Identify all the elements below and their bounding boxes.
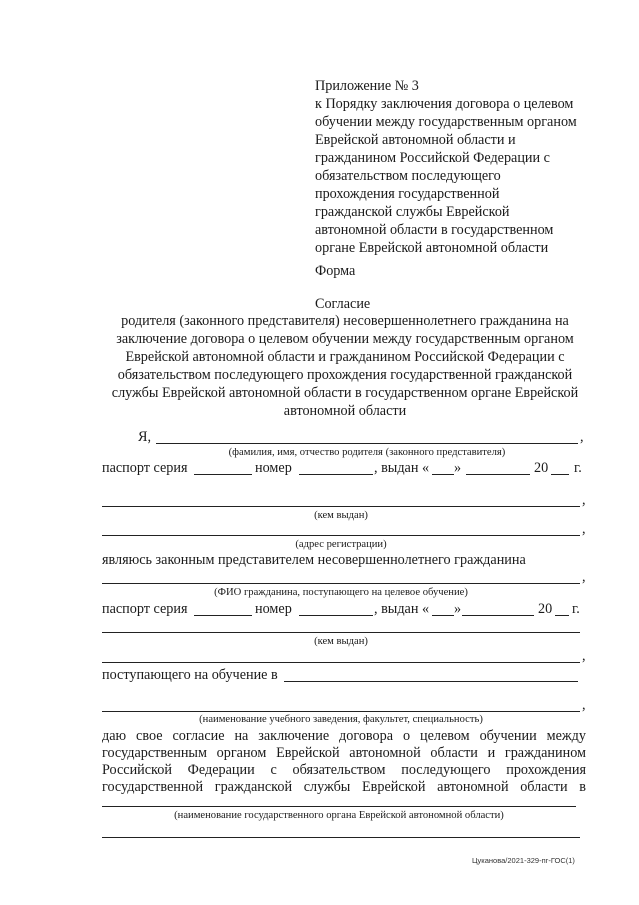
appendix-line: органе Еврейской автономной области	[315, 240, 549, 256]
consent-title-line: службы Еврейской автономной области в государственном органе Еврейской	[111, 385, 579, 401]
parent-issued-by-field[interactable]	[102, 506, 580, 507]
form-label: Форма	[315, 263, 356, 279]
issued-by-hint: (кем выдан)	[314, 636, 368, 647]
institution-field[interactable]	[284, 681, 578, 682]
institution-hint: (наименование учебного заведения, факультет, специальность)	[199, 714, 483, 725]
number-label: номер	[255, 601, 292, 617]
citizen-name-field[interactable]	[102, 583, 580, 584]
footer-code: Цуканова/2021-329-пг-ГОС(1)	[472, 856, 575, 865]
appendix-line: к Порядку заключения договора о целевом	[315, 96, 574, 112]
citizen-passport-series-field[interactable]	[194, 615, 252, 616]
year-prefix: 20	[534, 460, 549, 476]
comma: ,	[582, 569, 586, 585]
parent-issue-day-field[interactable]	[432, 474, 454, 475]
consent-body-line: государственной гражданской службы Еврейской автономной области в	[102, 779, 586, 795]
parent-passport-series-field[interactable]	[194, 474, 252, 475]
appendix-line: гражданской службы Еврейской	[315, 204, 510, 220]
consent-body-line: даю свое согласие на заключение договора о целевом обучении между	[102, 728, 586, 744]
comma: ,	[582, 521, 586, 537]
parent-issue-month-field[interactable]	[466, 474, 530, 475]
citizen-issued-by-field-2[interactable]	[102, 662, 580, 663]
parent-passport-number-field[interactable]	[299, 474, 373, 475]
agency-hint: (наименование государственного органа Еврейской автономной области)	[174, 810, 504, 821]
citizen-issue-year-field[interactable]	[555, 615, 569, 616]
appendix-line: обязательством последующего	[315, 168, 501, 184]
citizen-name-hint: (ФИО гражданина, поступающего на целевое обучение)	[214, 587, 468, 598]
passport-label: паспорт серия	[102, 460, 188, 476]
parent-name-field[interactable]	[156, 443, 578, 444]
passport-label: паспорт серия	[102, 601, 188, 617]
consent-title-line: обязательством последующего прохождения государственной гражданской	[117, 367, 573, 383]
parent-name-hint: (фамилия, имя, отчество родителя (законного представителя)	[228, 447, 506, 458]
admission-text: поступающего на обучение в	[102, 667, 278, 683]
i-prefix: Я,	[138, 429, 152, 445]
comma: ,	[580, 429, 584, 445]
consent-title-line: заключение договора о целевом обучении между государственным органом	[116, 331, 574, 347]
parent-issue-year-field[interactable]	[551, 474, 569, 475]
comma: ,	[582, 492, 586, 508]
appendix-line: прохождения государственной	[315, 186, 500, 202]
comma: ,	[582, 697, 586, 713]
consent-title-line: родителя (законного представителя) несовершеннолетнего гражданина на	[121, 313, 569, 329]
citizen-issue-month-field[interactable]	[462, 615, 534, 616]
representative-text: являюсь законным представителем несовершеннолетнего гражданина	[102, 552, 526, 568]
appendix-line: Еврейской автономной области и	[315, 132, 516, 148]
address-hint: (адрес регистрации)	[295, 539, 387, 550]
appendix-line: автономной области в государственном	[315, 222, 554, 238]
appendix-line: гражданином Российской Федерации с	[315, 150, 550, 166]
appendix-title: Приложение № 3	[315, 78, 419, 94]
issued-label: , выдан «	[374, 460, 430, 476]
issued-label: , выдан «	[374, 601, 430, 617]
quote-close: »	[454, 460, 462, 476]
consent-body-line: Российской Федерации с обязательством последующего прохождения	[102, 762, 586, 778]
year-suffix: г.	[572, 601, 580, 617]
parent-address-field[interactable]	[102, 535, 580, 536]
issued-by-hint: (кем выдан)	[314, 510, 368, 521]
consent-body-line: государственным органом Еврейской автономной области и гражданином	[102, 745, 586, 761]
comma: ,	[582, 648, 586, 664]
citizen-passport-number-field[interactable]	[299, 615, 373, 616]
consent-title-line: Еврейской автономной области и гражданином Российской Федерации с	[125, 349, 565, 365]
appendix-line: обучении между государственным органом	[315, 114, 577, 130]
institution-field-2[interactable]	[102, 711, 580, 712]
quote-close: »	[454, 601, 462, 617]
consent-title-line: автономной области	[283, 403, 407, 419]
agency-field[interactable]	[102, 806, 576, 807]
citizen-issue-day-field[interactable]	[432, 615, 454, 616]
agency-field-2[interactable]	[102, 837, 580, 838]
year-suffix: г.	[574, 460, 582, 476]
consent-title: Согласие	[315, 296, 371, 312]
citizen-issued-by-field[interactable]	[102, 632, 580, 633]
year-prefix: 20	[538, 601, 553, 617]
number-label: номер	[255, 460, 292, 476]
